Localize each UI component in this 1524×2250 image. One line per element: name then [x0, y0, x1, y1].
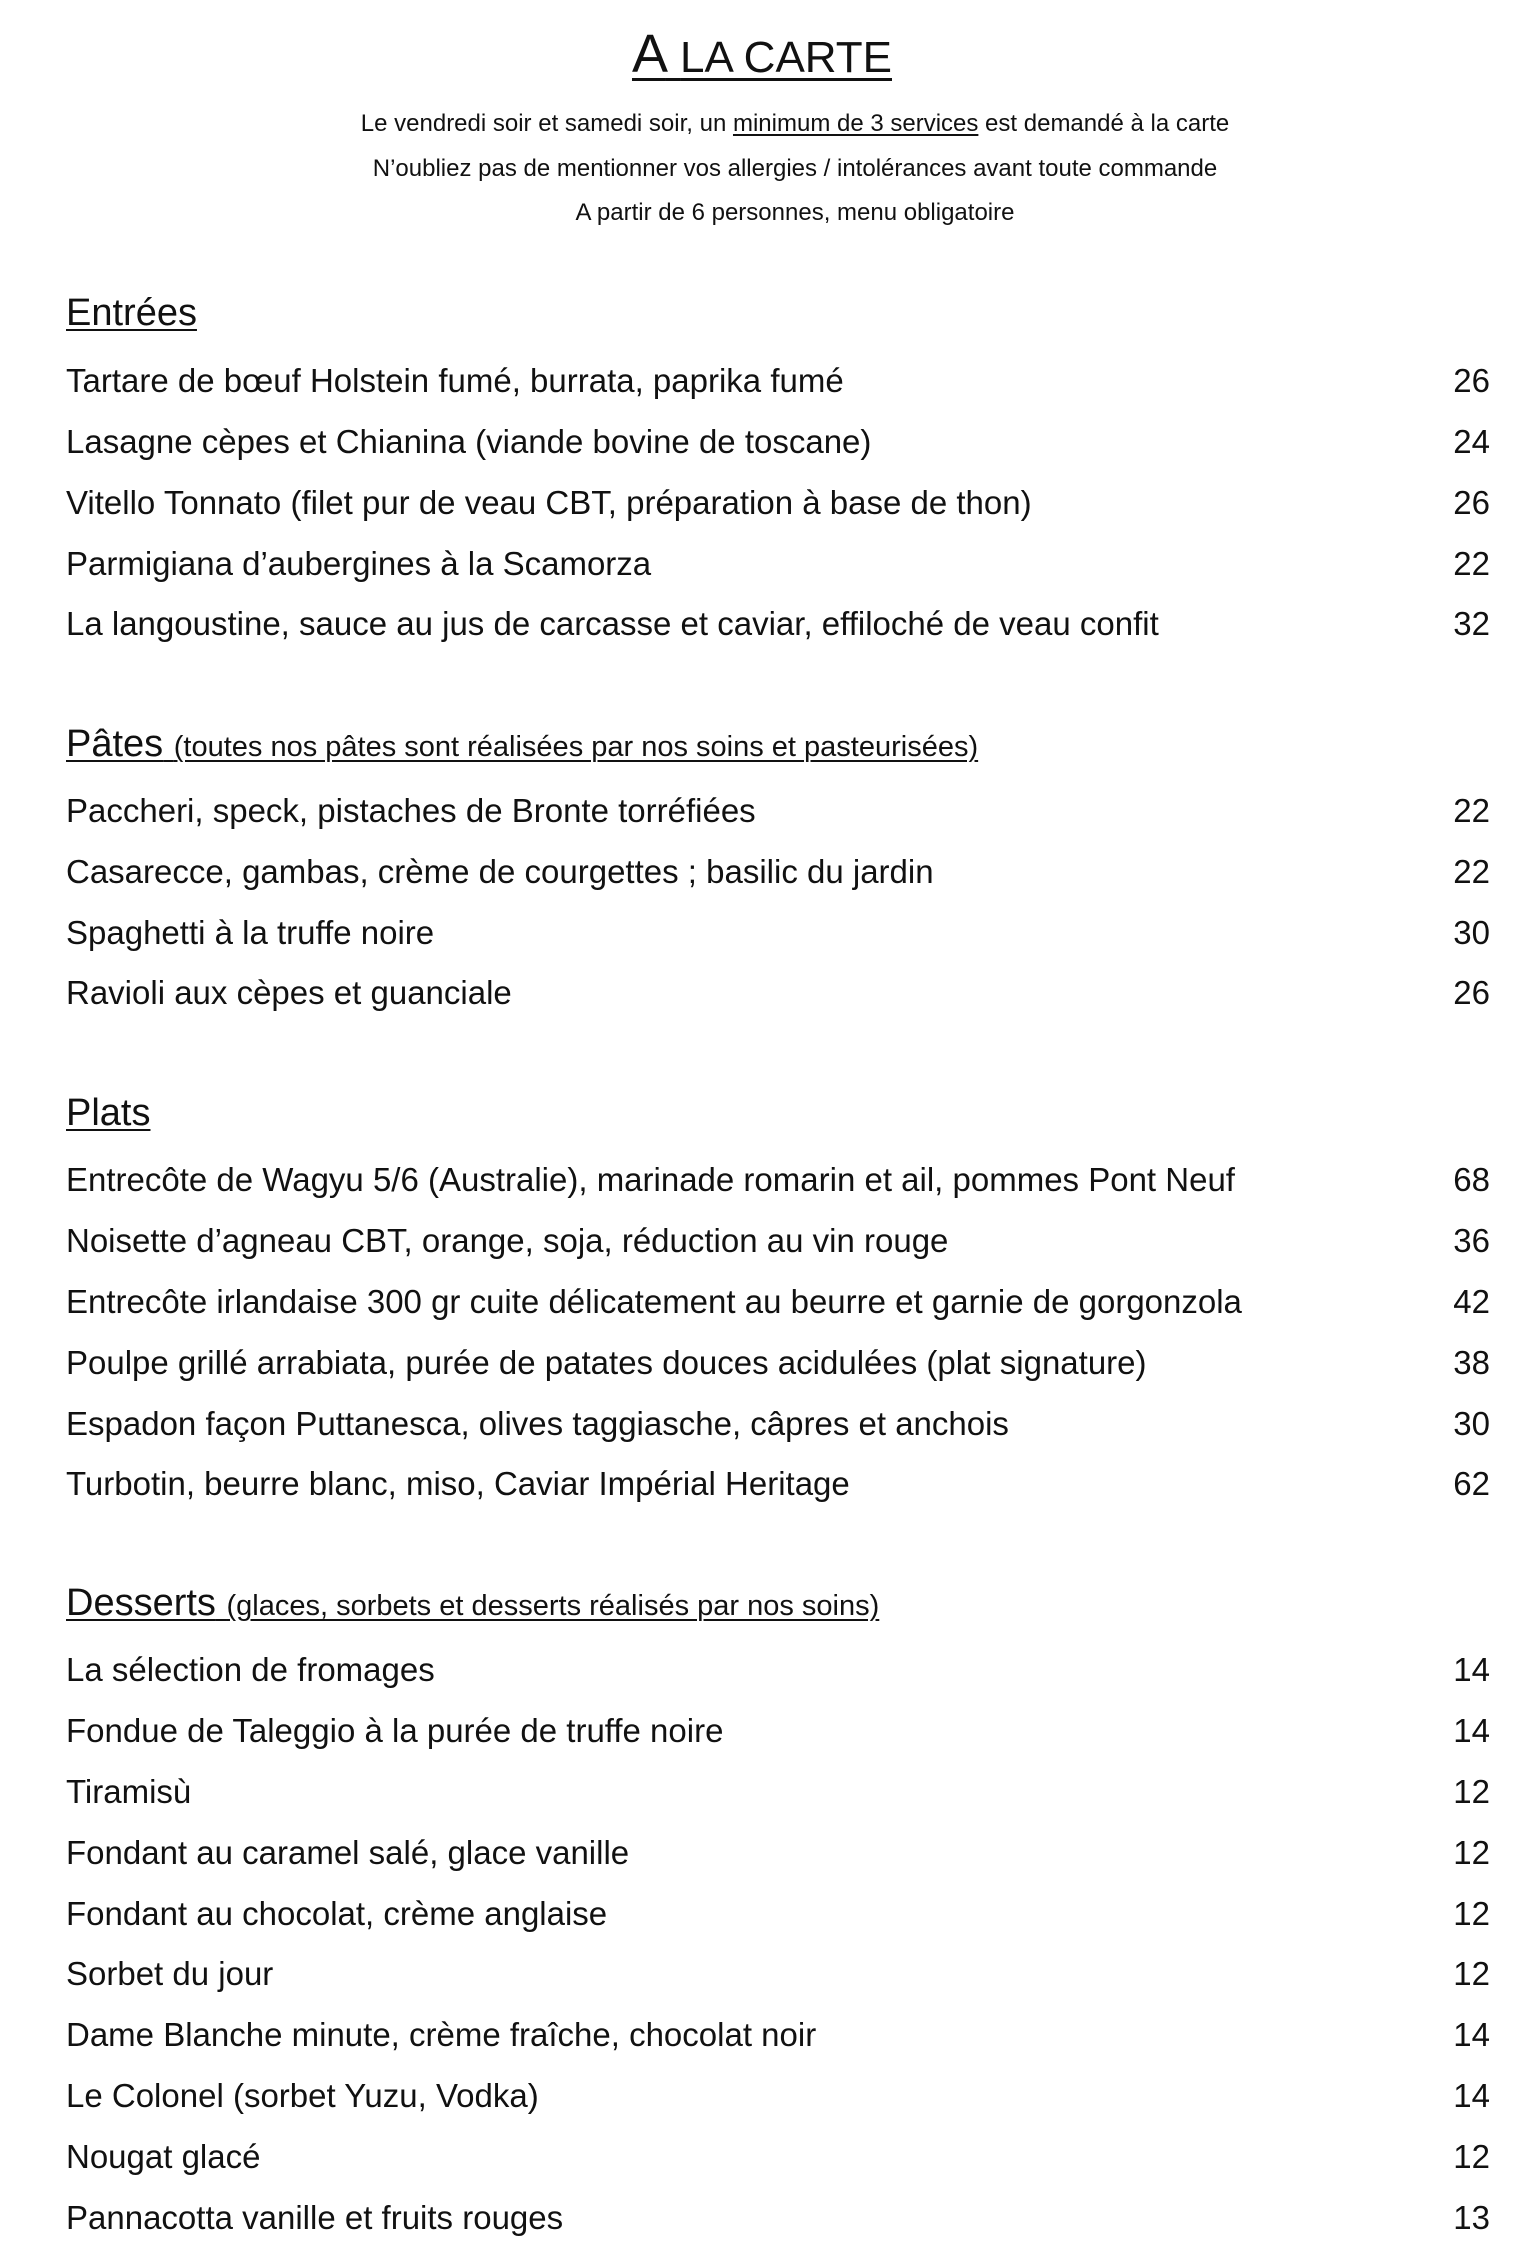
item-name: Noisette d’agneau CBT, orange, soja, réduction au vin rouge — [66, 1222, 949, 1259]
item-name: Tiramisù — [66, 1773, 192, 1810]
item-name: Lasagne cèpes et Chianina (viande bovine de toscane) — [66, 423, 872, 460]
item-name: Dame Blanche minute, crème fraîche, chocolat noir — [66, 2016, 817, 2053]
menu-item — [66, 1770, 1490, 1814]
section-title: Pâtes — [66, 723, 164, 765]
menu-item — [66, 481, 1490, 525]
item-name: Parmigiana d’aubergines à la Scamorza — [66, 545, 652, 582]
item-price: 14 — [1453, 2016, 1490, 2053]
note-text: est demandé à la carte — [978, 110, 1230, 137]
item-price: 26 — [1453, 484, 1490, 521]
menu-item — [66, 2135, 1490, 2179]
item-name: Fondant au caramel salé, glace vanille — [66, 1834, 630, 1871]
item-price: 30 — [1453, 914, 1490, 951]
item-price: 12 — [1453, 1834, 1490, 1871]
item-price: 12 — [1453, 1955, 1490, 1992]
item-price: 14 — [1453, 1651, 1490, 1688]
menu-item — [66, 602, 1490, 646]
note-allergies: N’oubliez pas de mentionner vos allergies / intolérances avant toute commande — [372, 155, 1218, 182]
item-name: Tartare de bœuf Holstein fumé, burrata, paprika fumé — [66, 362, 844, 399]
item-price: 26 — [1453, 974, 1490, 1011]
note-group-menu: A partir de 6 personnes, menu obligatoire — [575, 199, 1015, 226]
item-price: 68 — [1453, 1161, 1490, 1198]
menu-item — [66, 359, 1490, 403]
menu-item — [66, 2196, 1490, 2240]
page-title — [0, 22, 1524, 90]
menu-item — [66, 1219, 1490, 1263]
item-price: 24 — [1453, 423, 1490, 460]
item-price: 14 — [1453, 1712, 1490, 1749]
item-name: La langoustine, sauce au jus de carcasse et caviar, effiloché de veau confit — [66, 605, 1159, 642]
menu-item — [66, 850, 1490, 894]
item-name: Entrecôte irlandaise 300 gr cuite délicatement au beurre et garnie de gorgonzola — [66, 1283, 1242, 1320]
menu-item — [66, 1462, 1490, 1506]
section-heading-desserts — [66, 1580, 879, 1629]
menu-item — [66, 2074, 1490, 2118]
section-heading-plats — [66, 1090, 150, 1136]
section-heading-entrees — [66, 290, 197, 336]
item-price: 12 — [1453, 1895, 1490, 1932]
item-name: Le Colonel (sorbet Yuzu, Vodka) — [66, 2077, 539, 2114]
menu-item — [66, 1709, 1490, 1753]
item-name: Spaghetti à la truffe noire — [66, 914, 435, 951]
item-price: 30 — [1453, 1405, 1490, 1442]
menu-item — [66, 542, 1490, 586]
menu-item — [66, 1648, 1490, 1692]
note-emphasis: minimum de 3 services — [732, 110, 979, 137]
item-name: Vitello Tonnato (filet pur de veau CBT, préparation à base de thon) — [66, 484, 1032, 521]
item-name: Espadon façon Puttanesca, olives taggiasche, câpres et anchois — [66, 1405, 1009, 1442]
title-initial: A — [631, 24, 666, 84]
menu-item — [66, 1341, 1490, 1385]
item-price: 13 — [1453, 2199, 1490, 2236]
item-price: 62 — [1453, 1465, 1490, 1502]
item-name: Turbotin, beurre blanc, miso, Caviar Impérial Heritage — [66, 1465, 850, 1502]
item-name: Ravioli aux cèpes et guanciale — [66, 974, 512, 1011]
section-title: Entrées — [66, 292, 197, 334]
menu-item — [66, 420, 1490, 464]
section-heading-pates — [66, 721, 978, 770]
item-price: 22 — [1453, 792, 1490, 829]
note-minimum-services — [0, 109, 1524, 139]
menu-item — [66, 971, 1490, 1015]
item-name: Fondue de Taleggio à la purée de truffe noire — [66, 1712, 724, 1749]
item-price: 38 — [1453, 1344, 1490, 1381]
menu-item — [66, 1952, 1490, 1996]
item-price: 12 — [1453, 2138, 1490, 2175]
item-name: Sorbet du jour — [66, 1955, 274, 1992]
menu-item — [66, 1402, 1490, 1446]
item-price: 14 — [1453, 2077, 1490, 2114]
menu-item — [66, 789, 1490, 833]
item-name: Poulpe grillé arrabiata, purée de patates douces acidulées (plat signature) — [66, 1344, 1147, 1381]
menu-item — [66, 1892, 1490, 1936]
menu-item — [66, 1280, 1490, 1324]
item-price: 22 — [1453, 853, 1490, 890]
item-name: Fondant au chocolat, crème anglaise — [66, 1895, 608, 1932]
menu-item — [66, 911, 1490, 955]
section-title: Desserts — [66, 1582, 216, 1624]
note-text: Le vendredi soir et samedi soir, un — [360, 110, 733, 137]
item-price: 12 — [1453, 1773, 1490, 1810]
section-subtitle: (toutes nos pâtes sont réalisées par nos soins et pasteurisées) — [173, 731, 979, 763]
menu-item — [66, 1831, 1490, 1875]
menu-item — [66, 1158, 1490, 1202]
item-name: Pannacotta vanille et fruits rouges — [66, 2199, 564, 2236]
item-name: Paccheri, speck, pistaches de Bronte torréfiées — [66, 792, 756, 829]
menu-item — [66, 2013, 1490, 2057]
item-name: Nougat glacé — [66, 2138, 261, 2175]
item-price: 26 — [1453, 362, 1490, 399]
item-price: 32 — [1453, 605, 1490, 642]
item-price: 36 — [1453, 1222, 1490, 1259]
item-name: Entrecôte de Wagyu 5/6 (Australie), marinade romarin et ail, pommes Pont Neuf — [66, 1161, 1235, 1198]
item-price: 42 — [1453, 1283, 1490, 1320]
section-title: Plats — [66, 1092, 151, 1134]
item-name: Casarecce, gambas, crème de courgettes ; basilic du jardin — [66, 853, 934, 890]
title-rest: LA CARTE — [680, 33, 892, 82]
item-price: 22 — [1453, 545, 1490, 582]
section-subtitle: (glaces, sorbets et desserts réalisés par nos soins) — [226, 1590, 880, 1622]
item-name: La sélection de fromages — [66, 1651, 435, 1688]
